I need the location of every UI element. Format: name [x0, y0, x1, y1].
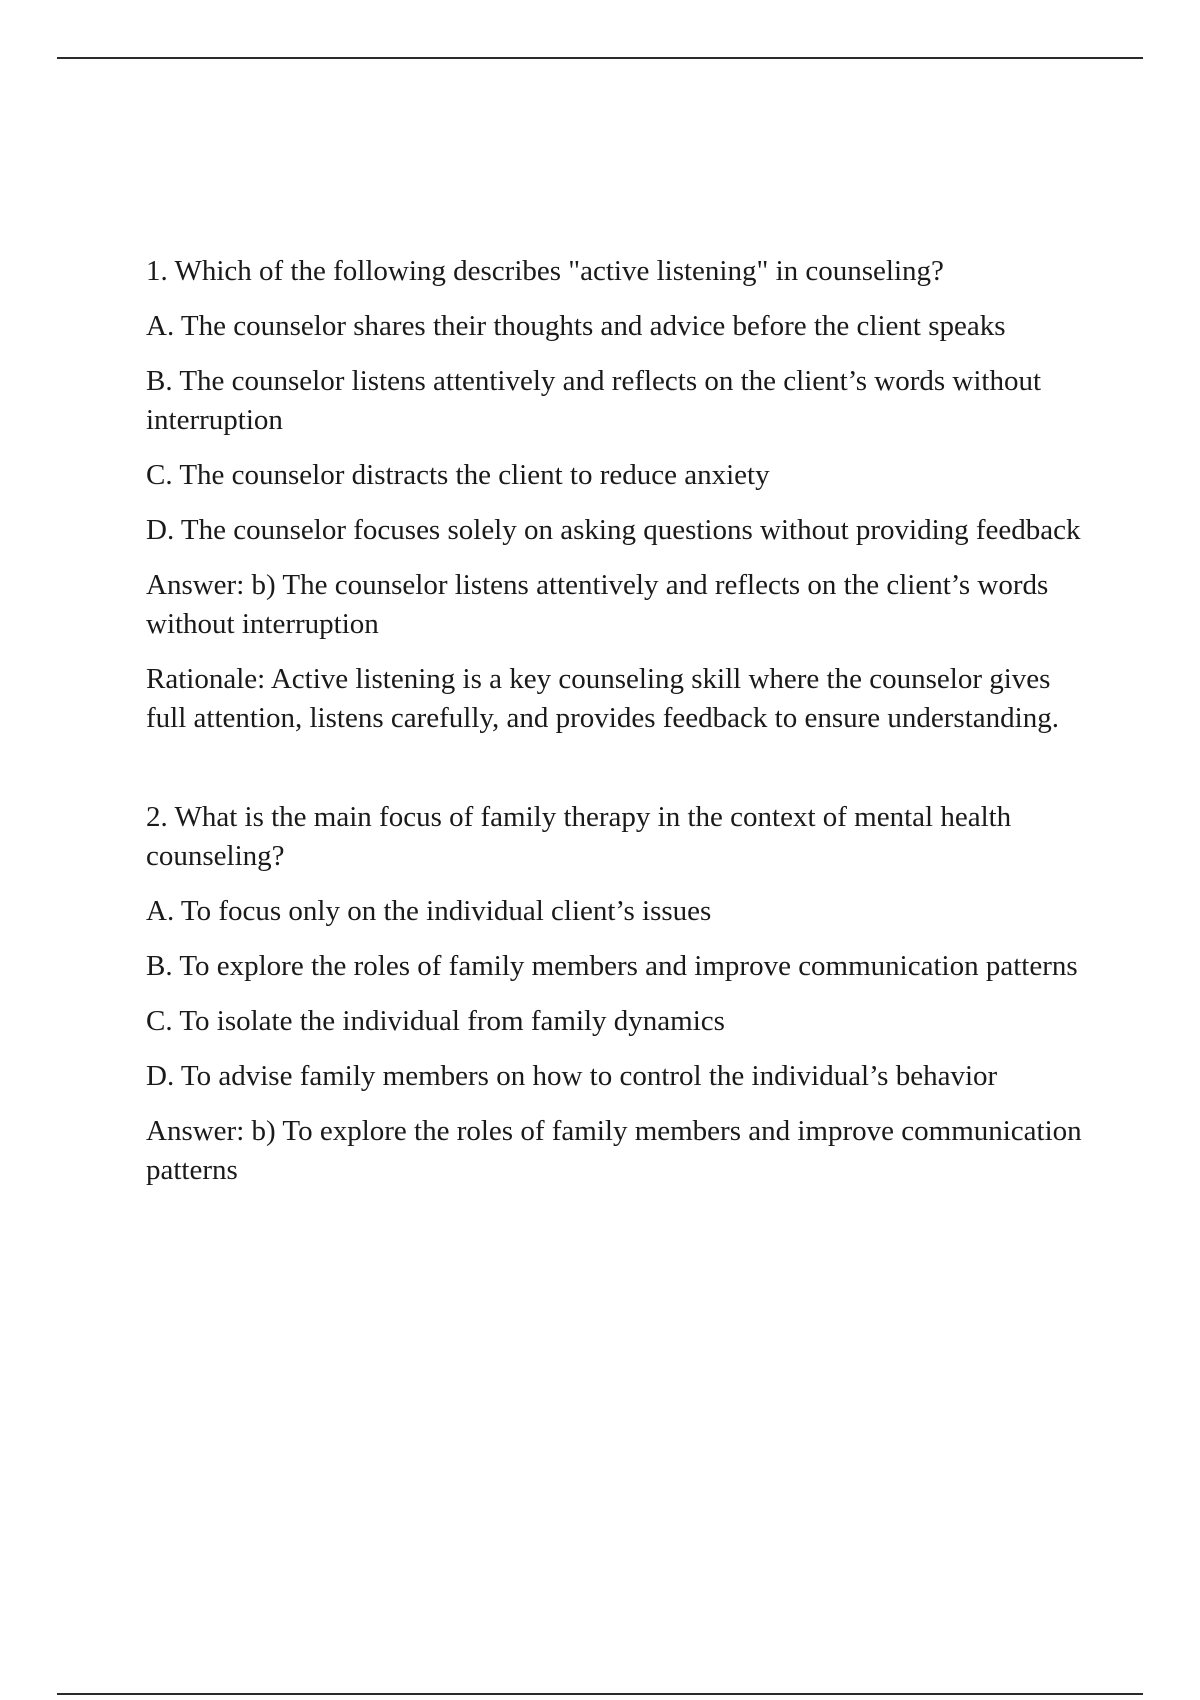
footer-divider	[57, 1693, 1143, 1695]
question-block-2	[146, 798, 1096, 1190]
rationale-text: Rationale: Active listening is a key counseling skill where the counselor gives full attention, listens carefully, and provides feedback to ensure understanding.	[146, 663, 1059, 734]
question-text: 2. What is the main focus of family therapy in the context of mental health counseling?	[146, 801, 1012, 872]
answer-text: Answer: b) The counselor listens attentively and reflects on the client’s words without interruption	[146, 569, 1049, 640]
document-body	[146, 252, 1096, 1190]
option-d: D. To advise family members on how to control the individual’s behavior	[146, 1060, 998, 1092]
option-b: B. The counselor listens attentively and reflects on the client’s words without interruption	[146, 365, 1042, 436]
option-c: C. To isolate the individual from family dynamics	[146, 1005, 725, 1037]
option-c: C. The counselor distracts the client to reduce anxiety	[146, 459, 770, 491]
header-divider	[57, 57, 1143, 59]
answer-text: Answer: b) To explore the roles of family members and improve communication patterns	[146, 1115, 1082, 1186]
question-text: 1. Which of the following describes "active listening" in counseling?	[146, 255, 944, 287]
option-a: A. The counselor shares their thoughts and advice before the client speaks	[146, 310, 1006, 342]
option-a: A. To focus only on the individual client’s issues	[146, 895, 712, 927]
option-d: D. The counselor focuses solely on asking questions without providing feedback	[146, 514, 1081, 546]
option-b: B. To explore the roles of family members and improve communication patterns	[146, 950, 1078, 982]
question-block-1	[146, 252, 1096, 738]
